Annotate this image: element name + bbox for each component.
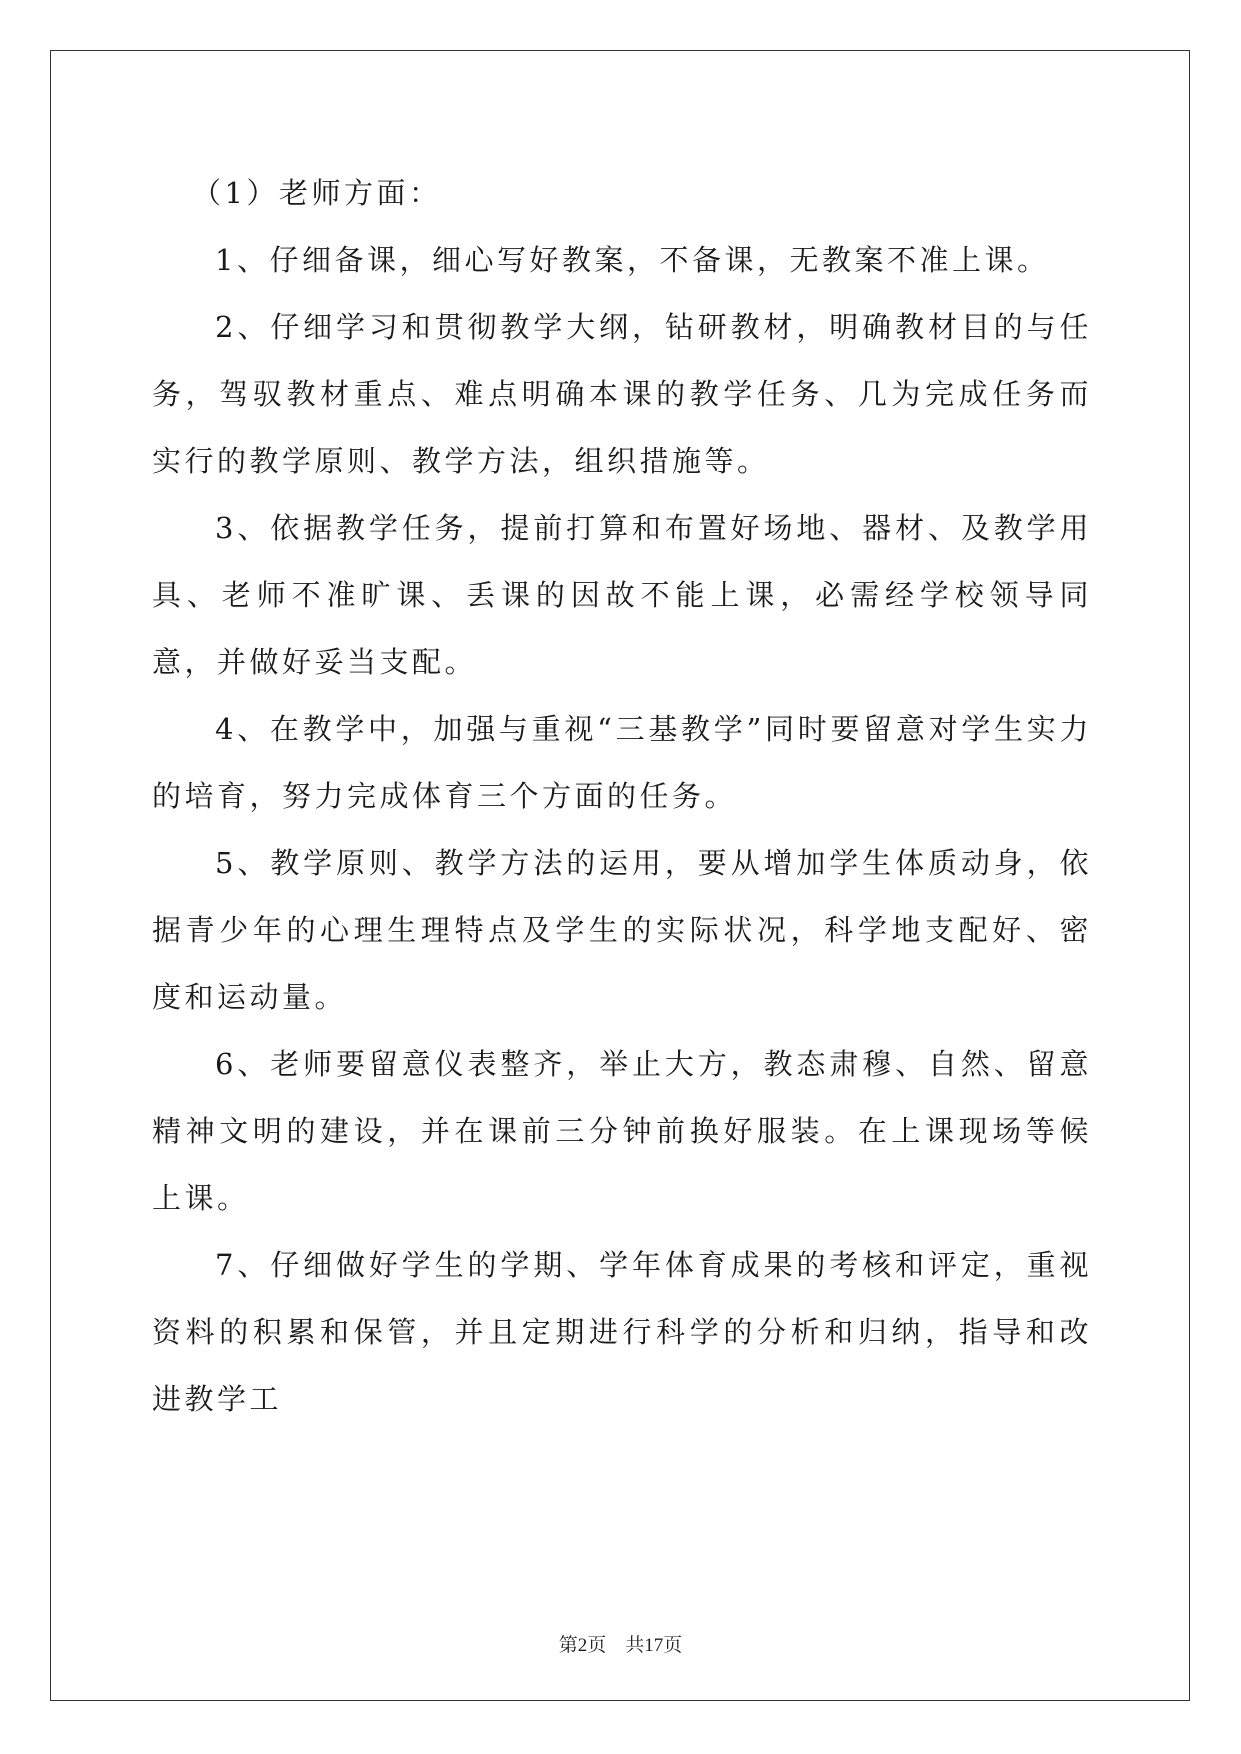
paragraph-item-7: 7、仔细做好学生的学期、学年体育成果的考核和评定，重视资料的积累和保管，并且定期进行科学的分析和归纳，指导和改进教学工 bbox=[152, 1248, 1092, 1416]
section-heading: （1）老师方面： bbox=[192, 176, 442, 210]
paragraph-item-4: 4、在教学中，加强与重视“三基教学”同时要留意对学生实力的培育，努力完成体育三个方面的任务。 bbox=[152, 712, 1092, 813]
page-number: 第2页 共17页 bbox=[558, 1635, 683, 1656]
paragraph-item-2: 2、仔细学习和贯彻教学大纲，钻研教材，明确教材目的与任务，驾驭教材重点、难点明确本课的教学任务、几为完成任务而实行的教学原则、教学方法，组织措施等。 bbox=[152, 310, 1092, 478]
paragraph-item-1: 1、仔细备课，细心写好教案，不备课，无教案不准上课。 bbox=[215, 243, 1050, 277]
page-footer bbox=[0, 1630, 1241, 1657]
document-body bbox=[152, 160, 1092, 1433]
paragraph-item-6: 6、老师要留意仪表整齐，举止大方，教态肃穆、自然、留意精神文明的建设，并在课前三分钟前换好服装。在上课现场等候上课。 bbox=[152, 1047, 1092, 1215]
paragraph-item-3: 3、依据教学任务，提前打算和布置好场地、器材、及教学用具、老师不准旷课、丢课的因故不能上课，必需经学校领导同意，并做好妥当支配。 bbox=[152, 511, 1092, 679]
paragraph-item-5: 5、教学原则、教学方法的运用，要从增加学生体质动身，依据青少年的心理生理特点及学生的实际状况，科学地支配好、密度和运动量。 bbox=[152, 846, 1092, 1014]
